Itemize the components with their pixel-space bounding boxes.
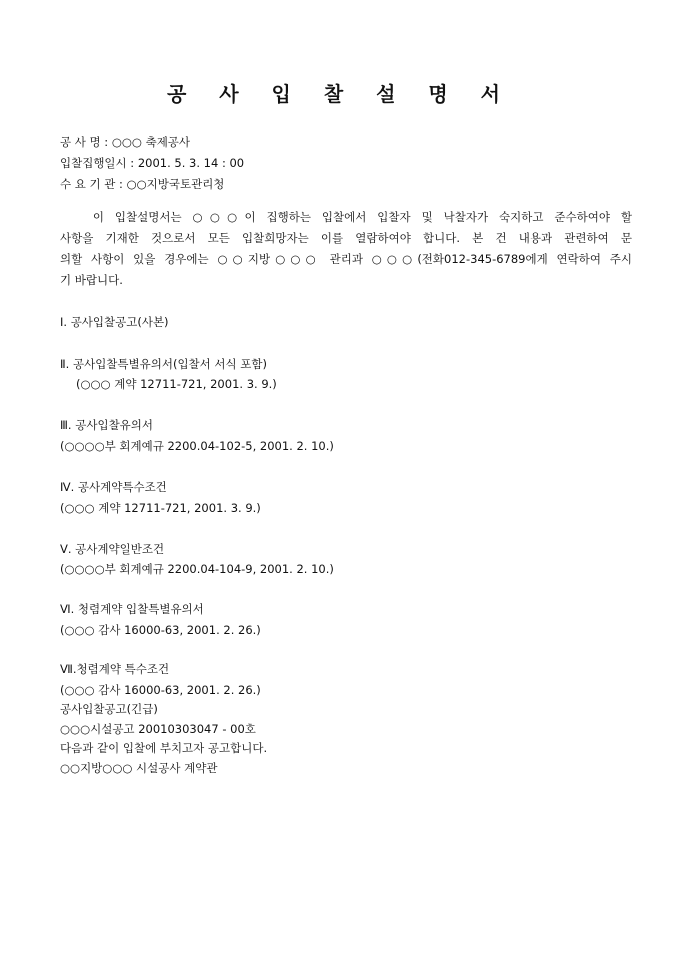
bid-datetime: 입찰집행일시 : 2001. 5. 3. 14 : 00 <box>60 156 245 170</box>
section-6-heading: Ⅵ. 청렴계약 입찰특별유의서 <box>60 602 204 616</box>
notice-signatory: ○○지방○○○ 시설공사 계약관 <box>60 761 218 775</box>
section-6-detail: (○○○ 감사 16000-63, 2001. 2. 26.) <box>60 623 261 637</box>
section-4-heading: Ⅳ. 공사계약특수조건 <box>60 480 167 494</box>
notice-number: ○○○시설공고 20010303047 - 00호 <box>60 722 256 736</box>
intro-line-3: 의할 사항이 있을 경우에는 ○○지방○○○ 관리과 ○○○(전화012-345-6789에게 연락하여 주시 <box>60 252 632 266</box>
section-7-heading: Ⅶ.청렴계약 특수조건 <box>60 662 170 676</box>
section-5-detail: (○○○○부 회계예규 2200.04-104-9, 2001. 2. 10.) <box>60 562 334 576</box>
section-4-detail: (○○○ 계약 12711-721, 2001. 3. 9.) <box>60 501 261 515</box>
section-2-heading: Ⅱ. 공사입찰특별유의서(입찰서 서식 포함) <box>60 357 267 371</box>
notice-statement: 다음과 같이 입찰에 부치고자 공고합니다. <box>60 741 268 755</box>
intro-paragraph <box>60 207 632 291</box>
project-name: 공 사 명 : ○○○ 축제공사 <box>60 135 191 149</box>
section-1-heading: Ⅰ. 공사입찰공고(사본) <box>60 315 169 329</box>
intro-line-1: 이 입찰설명서는 ○○○이 집행하는 입찰에서 입찰자 및 낙찰자가 숙지하고 준수하여야 할 <box>60 210 632 224</box>
section-2-detail: (○○○ 계약 12711-721, 2001. 3. 9.) <box>76 377 277 391</box>
section-5-heading: Ⅴ. 공사계약일반조건 <box>60 542 165 556</box>
document-title: 공 사 입 찰 설 명 서 <box>166 82 514 106</box>
intro-line-2: 사항을 기재한 것으로서 모든 입찰희망자는 이를 열람하여야 합니다. 본 건 내용과 관련하여 문 <box>60 231 632 245</box>
section-3-heading: Ⅲ. 공사입찰유의서 <box>60 418 154 432</box>
notice-heading: 공사입찰공고(긴급) <box>60 702 158 716</box>
section-3-detail: (○○○○부 회계예규 2200.04-102-5, 2001. 2. 10.) <box>60 439 334 453</box>
intro-line-4: 기 바랍니다. <box>60 273 123 287</box>
client-agency: 수 요 기 관 : ○○지방국토관리청 <box>60 177 225 191</box>
section-7-detail: (○○○ 감사 16000-63, 2001. 2. 26.) <box>60 683 261 697</box>
